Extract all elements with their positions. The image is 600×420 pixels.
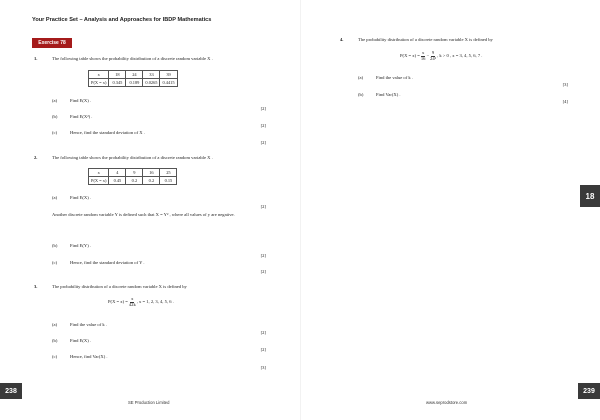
q3-part-label: (b) (52, 338, 58, 343)
q2-table-cell: 9 (126, 169, 143, 177)
q1-stem: The following table shows the probability distribution of a discrete random variable X . (52, 56, 213, 61)
q2-part-label: (c) (52, 260, 58, 265)
q3-part-text: Find E(X) . (70, 338, 92, 343)
q3-part-marks: [3] (260, 365, 266, 370)
q3-formula-rhs: , x = 1, 2, 3, 4, 5, 6 . (136, 299, 174, 304)
q1-part-text: Find E(X²) . (70, 114, 93, 119)
q2-part-marks: [2] (260, 269, 266, 274)
q2-part-text: Find E(X) . (70, 195, 92, 200)
right-page-number: 239 (578, 383, 600, 399)
q3-formula (108, 297, 174, 307)
q4-fraction-denominator: 16 (420, 55, 426, 61)
q1-part-label: (b) (52, 114, 58, 119)
q4-formula (400, 51, 482, 61)
q4-stem: The probability distribution of a discrete random variable X is defined by (358, 37, 493, 42)
q4-part-text: Find Var(X) . (376, 92, 401, 97)
q2-table-cell: 0.2 (126, 177, 143, 185)
q3-fraction-numerator: x (131, 296, 134, 301)
q1-part-marks: [2] (260, 123, 266, 128)
q1-number: 1. (34, 56, 38, 61)
q2-part-marks: [2] (260, 253, 266, 258)
q2-table-row1-label: x (89, 169, 109, 177)
q1-table-cell: 24 (126, 71, 143, 79)
q4-formula-rhs: , k > 0 , x = 3, 4, 5, 6, 7 . (437, 53, 483, 58)
q2-table-cell: 0.2 (143, 177, 160, 185)
q4-fraction-denominator: 24² (430, 55, 437, 61)
q2-table-cell: 4 (109, 169, 126, 177)
q4-part-marks: [4] (562, 99, 568, 104)
q1-table-row2-label: P(X = x) (89, 79, 109, 87)
q4-part-label: (b) (358, 92, 364, 97)
page-gutter (300, 0, 301, 420)
q1-table-row1-label: x (89, 71, 109, 79)
q2-stem: The following table shows the probability distribution of a discrete random variable X . (52, 155, 213, 160)
q1-table-cell: 0.189 (126, 79, 143, 87)
q1-part-label: (a) (52, 98, 58, 103)
q3-part-marks: [2] (260, 330, 266, 335)
q3-part-text: Hence, find Var(X) . (70, 354, 108, 359)
q1-part-marks: [2] (260, 140, 266, 145)
q4-number: 4. (340, 37, 344, 42)
q1-table-cell: 0.4415 (160, 79, 177, 87)
page-header-title: Your Practice Set – Analysis and Approaches for IBDP Mathematics (32, 17, 212, 23)
q2-part-marks: [2] (260, 204, 266, 209)
q3-part-label: (a) (52, 322, 58, 327)
left-page-number: 238 (0, 383, 22, 399)
q2-table-cell: 0.45 (109, 177, 126, 185)
q1-table-cell: 18 (109, 71, 126, 79)
exercise-label: Exercise 78 (32, 38, 72, 48)
q4-fraction (421, 51, 426, 61)
q1-part-marks: [2] (260, 106, 266, 111)
q3-part-text: Find the value of k . (70, 322, 107, 327)
q3-fraction (129, 297, 136, 307)
q4-formula-minus: − (426, 53, 430, 58)
q1-table-cell: 0.345 (109, 79, 126, 87)
q3-part-label: (c) (52, 354, 58, 359)
q2-table-cell: 0.15 (160, 177, 177, 185)
q4-fraction-numerator: 9 (431, 50, 435, 55)
q1-table-cell: 33 (143, 71, 160, 79)
q2-number: 2. (34, 155, 38, 160)
q1-table (88, 70, 178, 87)
q3-stem: The probability distribution of a discrete random variable X is defined by (52, 284, 187, 289)
q1-part-text: Hence, find the standard deviation of X . (70, 130, 145, 135)
q1-part-label: (c) (52, 130, 58, 135)
chapter-tab: 18 (580, 185, 600, 207)
q1-part-text: Find E(X) . (70, 98, 92, 103)
q4-part-text: Find the value of k . (376, 75, 413, 80)
q4-formula-lhs: P(X = x) = (400, 53, 420, 58)
q2-part-label: (a) (52, 195, 58, 200)
q2-part-label: (b) (52, 243, 58, 248)
q1-table-cell: 39 (160, 71, 177, 79)
q3-number: 3. (34, 284, 38, 289)
q3-part-marks: [2] (260, 347, 266, 352)
q1-table-cell: 0.0265 (143, 79, 160, 87)
q3-formula-lhs: P(X = x) = (108, 299, 128, 304)
q4-part-label: (a) (358, 75, 364, 80)
q2-table-cell: 16 (143, 169, 160, 177)
footer-website: www.seprodstore.com (426, 400, 468, 405)
q2-table (88, 168, 177, 185)
q2-part-text: Find E(Y) . (70, 243, 92, 248)
q2-table-cell: 25 (160, 169, 177, 177)
q3-fraction-denominator: 42k (128, 301, 136, 307)
q4-fraction (430, 51, 436, 61)
q2-table-row2-label: P(X = x) (89, 177, 109, 185)
q2-part-text: Hence, find the standard deviation of Y . (70, 260, 145, 265)
q4-fraction-numerator: x (422, 50, 425, 55)
footer-publisher: SE Production Limited (128, 400, 170, 405)
q2-note: Another discrete random variable Y is defined such that X = Y² , where all values of y are negative. (52, 212, 235, 217)
q4-part-marks: [3] (562, 82, 568, 87)
